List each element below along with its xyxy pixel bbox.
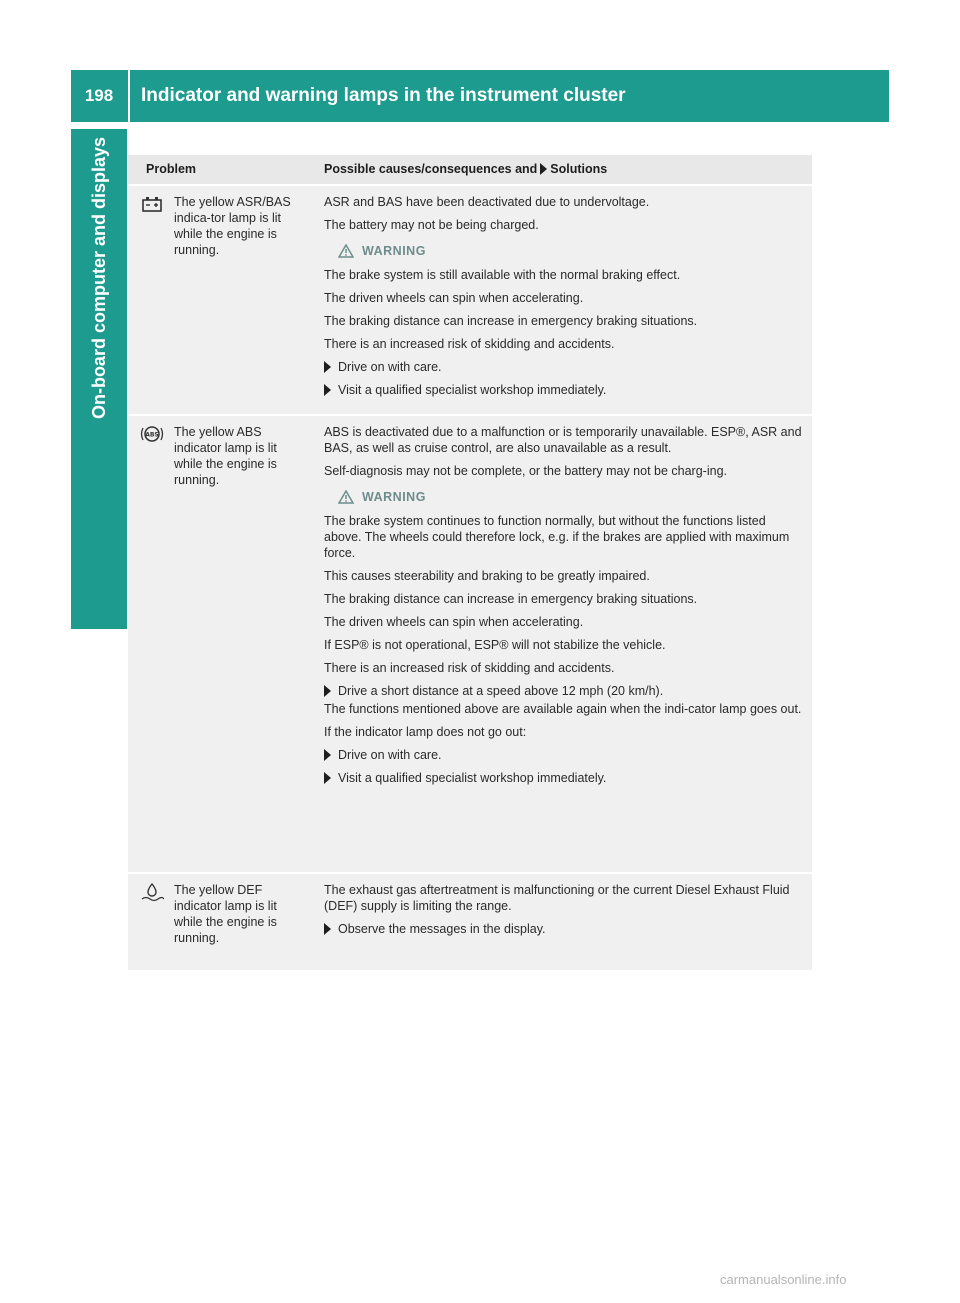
action-step-text: Visit a qualified specialist workshop immediately.: [338, 771, 607, 785]
svg-text:ABS: ABS: [145, 431, 159, 439]
warning-text: The driven wheels can spin when accelerating.: [324, 291, 584, 305]
solution-cell: [324, 424, 804, 793]
column-header-solutions: [324, 155, 607, 184]
warning-text: There is an increased risk of skidding and accidents.: [324, 337, 615, 351]
warning-triangle-icon: [338, 244, 354, 258]
problem-text: The yellow ABS indicator lamp is lit while the engine is running.: [174, 425, 277, 487]
arrow-icon: [324, 384, 331, 396]
action-step: [324, 770, 804, 786]
action-step: [324, 382, 804, 398]
cause-text: Self-diagnosis may not be complete, or the battery may not be charg-ing.: [324, 464, 727, 478]
warning-label: WARNING: [362, 244, 426, 258]
chapter-tab-label: On-board computer and displays: [89, 137, 109, 420]
column-header-problem: Problem: [146, 162, 197, 176]
battery-icon: [140, 194, 164, 214]
problem-text: The yellow DEF indicator lamp is lit while the engine is running.: [174, 883, 277, 945]
warning-triangle-icon: [338, 490, 354, 504]
condition-text: If the indicator lamp does not go out:: [324, 725, 527, 739]
page-number: 198: [84, 86, 114, 105]
cause-text: ABS is deactivated due to a malfunction or is temporarily unavailable. ESP®, ASR and BAS, as well as cruise control, are also unavailable as a result.: [324, 425, 802, 455]
warning-text: The braking distance can increase in emergency braking situations.: [324, 314, 698, 328]
header-divider: [128, 70, 130, 122]
arrow-icon: [324, 685, 331, 697]
problem-text: The yellow ASR/BAS indica-tor lamp is lit while the engine is running.: [174, 195, 291, 257]
action-result-text: The functions mentioned above are available again when the indi-cator lamp goes out.: [324, 702, 802, 716]
arrow-icon: [324, 772, 331, 784]
arrow-icon: [324, 749, 331, 761]
footer-watermark: carmanualsonline.info: [720, 1272, 847, 1287]
action-step: [324, 683, 804, 699]
action-step: [324, 359, 804, 375]
warning-text: The brake system continues to function normally, but without the functions listed above. The wheels could therefore lock, e.g. if the brakes are applied with maximum force.: [324, 514, 790, 560]
cause-text: ASR and BAS have been deactivated due to undervoltage.: [324, 195, 650, 209]
warning-heading: [338, 243, 804, 259]
action-step: [324, 921, 804, 937]
action-step-text: Drive a short distance at a speed above 12 mph (20 km/h).: [338, 684, 664, 698]
warning-text: This causes steerability and braking to be greatly impaired.: [324, 569, 650, 583]
table-row: [128, 874, 812, 970]
warning-text: If ESP® is not operational, ESP® will not stabilize the vehicle.: [324, 638, 666, 652]
def-fluid-icon: [140, 882, 164, 902]
warning-text: The driven wheels can spin when accelerating.: [324, 615, 584, 629]
warning-text: There is an increased risk of skidding and accidents.: [324, 661, 615, 675]
action-step: [324, 747, 804, 763]
solution-cell: [324, 882, 804, 944]
solution-cell: [324, 194, 804, 405]
chapter-tab[interactable]: [71, 129, 127, 629]
warning-label: WARNING: [362, 490, 426, 504]
column-header-solutions-prefix: Possible causes/consequences and: [324, 162, 538, 176]
cause-text: The battery may not be being charged.: [324, 218, 539, 232]
action-step-text: Drive on with care.: [338, 748, 442, 762]
warning-text: The braking distance can increase in emergency braking situations.: [324, 592, 698, 606]
column-header-solutions-suffix: Solutions: [550, 162, 608, 176]
action-step-text: Observe the messages in the display.: [338, 922, 546, 936]
arrow-icon: [324, 923, 331, 935]
warning-heading: [338, 489, 804, 505]
action-step-text: Drive on with care.: [338, 360, 442, 374]
table-header: [128, 155, 812, 184]
page-header: [71, 70, 889, 122]
cause-text: The exhaust gas aftertreatment is malfunctioning or the current Diesel Exhaust Fluid (DEF) supply is limiting the range.: [324, 883, 790, 913]
abs-icon: [140, 424, 164, 444]
table-row: [128, 416, 812, 872]
warning-text: The brake system is still available with the normal braking effect.: [324, 268, 681, 282]
page-title: Indicator and warning lamps in the instrument cluster: [141, 85, 626, 106]
table-row: [128, 186, 812, 414]
action-step-text: Visit a qualified specialist workshop immediately.: [338, 383, 607, 397]
arrow-icon: [540, 163, 547, 175]
arrow-icon: [324, 361, 331, 373]
